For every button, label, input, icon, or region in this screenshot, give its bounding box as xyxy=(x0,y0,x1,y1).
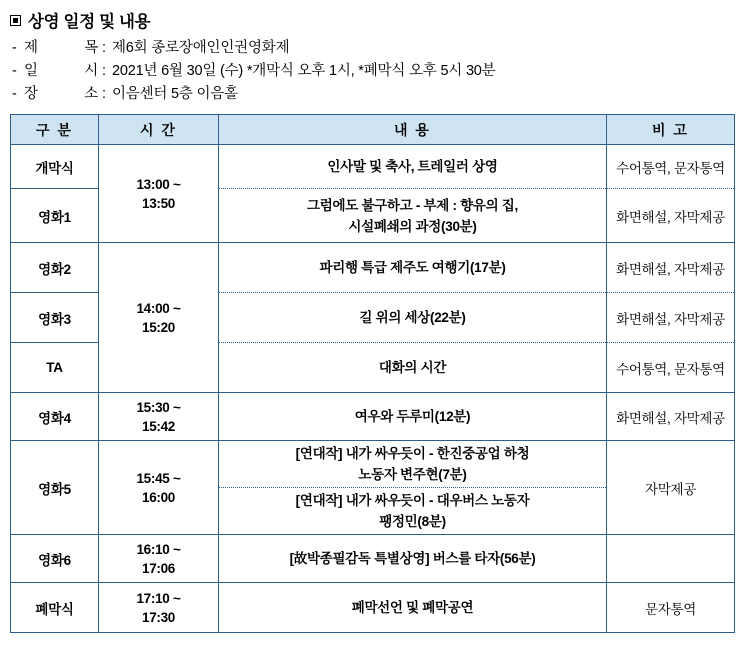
content-line-1: 여우와 두루미(12분) xyxy=(354,409,471,424)
info-label-part1: 장 xyxy=(24,86,38,102)
event-info-list xyxy=(12,38,732,105)
info-label xyxy=(24,84,102,105)
content-line-1: 파리행 특급 제주도 여행기(17분) xyxy=(319,260,506,275)
table-row xyxy=(11,243,735,293)
content-line-2: 팽정민(8분) xyxy=(379,514,446,529)
table-row xyxy=(11,393,735,441)
cell-note: 화면해설, 자막제공 xyxy=(607,243,735,293)
cell-content xyxy=(219,583,607,633)
cell-note: 화면해설, 자막제공 xyxy=(607,189,735,243)
cell-division: TA xyxy=(11,343,99,393)
info-colon: : xyxy=(102,63,106,79)
cell-content xyxy=(219,488,607,535)
table-row xyxy=(11,583,735,633)
info-value-title: 제6회 종로장애인인권영화제 xyxy=(112,40,290,56)
column-header-time: 시 간 xyxy=(99,115,219,145)
cell-note: 문자통역 xyxy=(607,583,735,633)
cell-content xyxy=(219,243,607,293)
time-line-2: 17:06 xyxy=(141,560,176,576)
info-row-datetime xyxy=(12,61,732,82)
time-line-1: 13:00 ~ xyxy=(136,176,181,192)
cell-time xyxy=(99,393,219,441)
cell-content xyxy=(219,189,607,243)
cell-note: 화면해설, 자막제공 xyxy=(607,293,735,343)
info-dash: - xyxy=(12,86,17,102)
cell-note: 화면해설, 자막제공 xyxy=(607,393,735,441)
time-line-1: 15:30 ~ xyxy=(136,399,181,415)
table-row xyxy=(11,535,735,583)
page-title-text: 상영 일정 및 내용 xyxy=(28,13,151,31)
content-line-2: 시설폐쇄의 과정(30분) xyxy=(348,218,477,234)
time-line-2: 16:00 xyxy=(141,489,176,505)
column-header-content: 내 용 xyxy=(219,115,607,145)
info-dash: - xyxy=(12,63,17,79)
content-line-1: 그럼에도 불구하고 - 부제 : 향유의 집, xyxy=(307,197,518,213)
table-row xyxy=(11,441,735,488)
time-line-2: 15:42 xyxy=(141,418,176,434)
info-dash: - xyxy=(12,40,17,56)
cell-content xyxy=(219,441,607,488)
content-line-1: [故박종필감독 특별상영] 버스를 타자(56분) xyxy=(289,551,536,566)
table-row xyxy=(11,145,735,189)
cell-division: 영화5 xyxy=(11,441,99,535)
column-header-note: 비 고 xyxy=(607,115,735,145)
time-line-1: 14:00 ~ xyxy=(136,300,181,316)
content-line-1: 인사말 및 축사, 트레일러 상영 xyxy=(327,159,498,174)
cell-time xyxy=(99,145,219,243)
schedule-table xyxy=(10,114,735,633)
cell-note: 자막제공 xyxy=(607,441,735,535)
column-header-division: 구 분 xyxy=(11,115,99,145)
cell-content xyxy=(219,393,607,441)
cell-division: 영화1 xyxy=(11,189,99,243)
time-line-1: 17:10 ~ xyxy=(136,590,181,606)
info-colon: : xyxy=(102,40,106,56)
time-line-2: 15:20 xyxy=(141,319,176,335)
time-line-1: 16:10 ~ xyxy=(136,541,181,557)
content-line-1: 길 위의 세상(22분) xyxy=(359,310,466,325)
cell-division: 개막식 xyxy=(11,145,99,189)
cell-content xyxy=(219,145,607,189)
cell-content xyxy=(219,535,607,583)
content-line-1: 폐막선언 및 폐막공연 xyxy=(351,600,474,615)
cell-note xyxy=(607,535,735,583)
cell-note: 수어통역, 문자통역 xyxy=(607,145,735,189)
content-line-1: [연대작] 내가 싸우듯이 - 대우버스 노동자 xyxy=(295,493,530,508)
cell-division: 폐막식 xyxy=(11,583,99,633)
cell-content xyxy=(219,293,607,343)
cell-time xyxy=(99,583,219,633)
info-label-part1: 일 xyxy=(24,63,38,79)
cell-division: 영화2 xyxy=(11,243,99,293)
content-line-1: 대화의 시간 xyxy=(378,360,447,375)
table-header-row xyxy=(11,115,735,145)
info-label xyxy=(24,61,102,82)
cell-time xyxy=(99,243,219,393)
info-label-part2: 목 xyxy=(84,40,98,56)
content-line-1: [연대작] 내가 싸우듯이 - 한진중공업 하청 xyxy=(295,446,530,461)
page-title xyxy=(10,8,732,32)
info-label xyxy=(24,38,102,59)
info-row-location xyxy=(12,84,732,105)
time-line-2: 17:30 xyxy=(141,609,176,625)
info-value-location: 이음센터 5층 이음홀 xyxy=(112,86,238,102)
cell-division: 영화3 xyxy=(11,293,99,343)
square-bullet-icon xyxy=(10,15,21,26)
time-line-1: 15:45 ~ xyxy=(136,470,181,486)
info-label-part1: 제 xyxy=(24,40,38,56)
content-line-2: 노동자 변주현(7분) xyxy=(358,467,467,482)
cell-content xyxy=(219,343,607,393)
info-label-part2: 소 xyxy=(84,86,98,102)
cell-time xyxy=(99,441,219,535)
info-label-part2: 시 xyxy=(84,63,98,79)
time-line-2: 13:50 xyxy=(141,195,176,211)
cell-division: 영화4 xyxy=(11,393,99,441)
info-colon: : xyxy=(102,86,106,102)
cell-time xyxy=(99,535,219,583)
cell-note: 수어통역, 문자통역 xyxy=(607,343,735,393)
cell-division: 영화6 xyxy=(11,535,99,583)
info-value-datetime: 2021년 6월 30일 (수) *개막식 오후 1시, *폐막식 오후 5시 30분 xyxy=(112,63,496,79)
info-row-title xyxy=(12,38,732,59)
